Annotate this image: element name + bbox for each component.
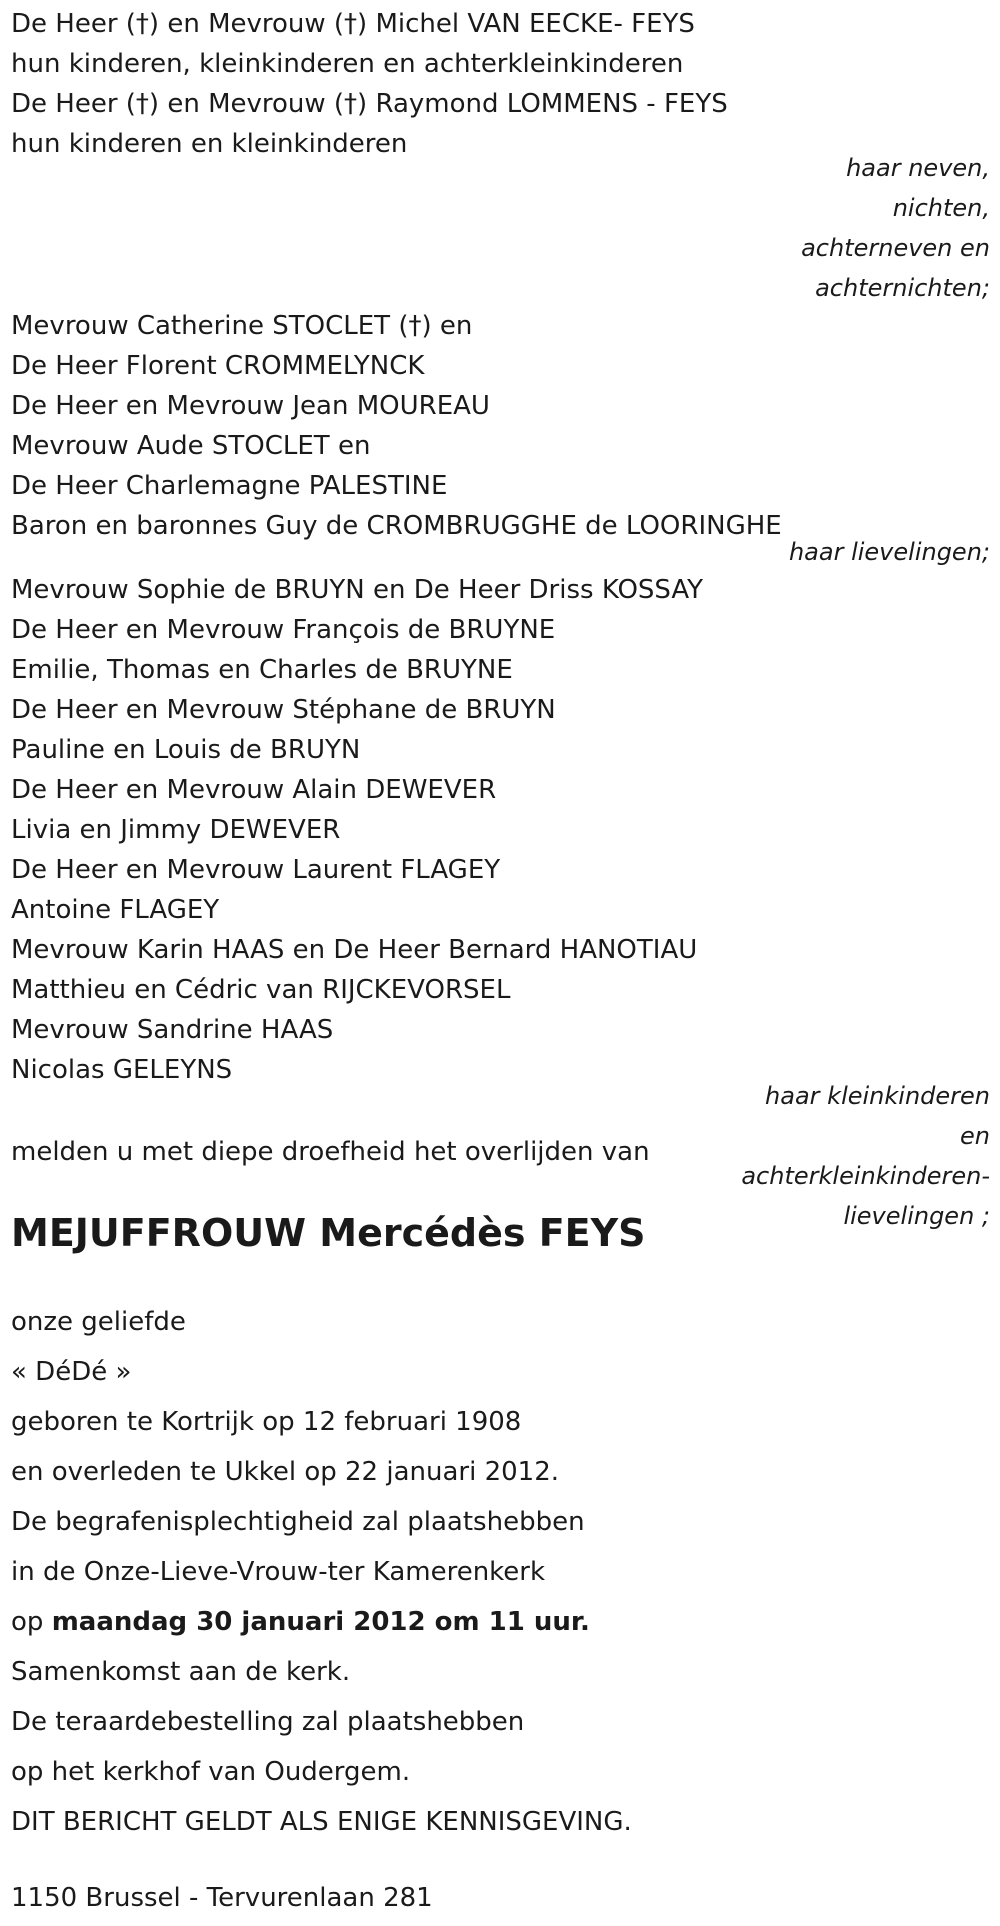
death-line: en overleden te Ukkel op 22 januari 2012. xyxy=(11,1457,560,1487)
kleinkind-line: Nicolas GELEYNS xyxy=(11,1055,233,1085)
cemetery-line: op het kerkhof van Oudergem. xyxy=(11,1757,411,1787)
kleinkind-line: Matthieu en Cédric van RIJCKEVORSEL xyxy=(11,975,511,1005)
notice-statement: DIT BERICHT GELDT ALS ENIGE KENNISGEVING. xyxy=(11,1807,632,1837)
relation-label-line: achterneven en xyxy=(801,234,990,262)
relation-label-line: haar lievelingen; xyxy=(788,538,990,566)
relation-label-neven xyxy=(690,148,990,308)
announcement-line: melden u met diepe droefheid het overlijden van xyxy=(11,1137,650,1167)
ceremony-date-line xyxy=(11,1606,590,1638)
lieveling-line: Mevrouw Catherine STOCLET (†) en xyxy=(11,311,473,341)
kleinkind-line: De Heer en Mevrouw François de BRUYNE xyxy=(11,615,556,645)
family-line: De Heer (†) en Mevrouw (†) Raymond LOMMENS - FEYS xyxy=(11,89,728,119)
kleinkind-line: Mevrouw Sandrine HAAS xyxy=(11,1015,334,1045)
kleinkind-line: Emilie, Thomas en Charles de BRUYNE xyxy=(11,655,513,685)
relation-label-line: lievelingen ; xyxy=(843,1202,990,1230)
deceased-name: MEJUFFROUW Mercédès FEYS xyxy=(11,1211,646,1255)
relation-label-kleinkinderen xyxy=(690,1076,990,1236)
lieveling-line: De Heer en Mevrouw Jean MOUREAU xyxy=(11,391,490,421)
relation-label-line: achternichten; xyxy=(815,274,990,302)
address: 1150 Brussel - Tervurenlaan 281 xyxy=(11,1883,433,1913)
relation-label-line: haar kleinkinderen xyxy=(765,1082,990,1110)
kleinkind-line: Mevrouw Sophie de BRUYN en De Heer Driss KOSSAY xyxy=(11,575,704,605)
detail-line: De begrafenisplechtigheid zal plaatshebben xyxy=(11,1507,585,1537)
nickname: « DéDé » xyxy=(11,1357,132,1387)
relation-label-line: haar neven, xyxy=(846,154,990,182)
date-prefix: op xyxy=(11,1607,44,1637)
kleinkind-line: Pauline en Louis de BRUYN xyxy=(11,735,361,765)
relation-label-line: achterkleinkinderen- xyxy=(741,1162,990,1190)
kleinkind-line: De Heer en Mevrouw Stéphane de BRUYN xyxy=(11,695,556,725)
lieveling-line: Baron en baronnes Guy de CROMBRUGGHE de LOORINGHE xyxy=(11,511,782,541)
relation-label-lievelingen xyxy=(690,532,990,572)
kleinkind-line: De Heer en Mevrouw Laurent FLAGEY xyxy=(11,855,501,885)
kleinkind-line: Mevrouw Karin HAAS en De Heer Bernard HANOTIAU xyxy=(11,935,698,965)
kleinkind-line: Antoine FLAGEY xyxy=(11,895,220,925)
lieveling-line: De Heer Florent CROMMELYNCK xyxy=(11,351,425,381)
family-line: hun kinderen, kleinkinderen en achterkleinkinderen xyxy=(11,49,684,79)
birth-line: geboren te Kortrijk op 12 februari 1908 xyxy=(11,1407,522,1437)
detail-line: onze geliefde xyxy=(11,1307,186,1337)
lieveling-line: De Heer Charlemagne PALESTINE xyxy=(11,471,448,501)
relation-label-line: en xyxy=(960,1122,990,1150)
relation-label-line: nichten, xyxy=(892,194,990,222)
detail-line: Samenkomst aan de kerk. xyxy=(11,1657,351,1687)
family-line: hun kinderen en kleinkinderen xyxy=(11,129,408,159)
lieveling-line: Mevrouw Aude STOCLET en xyxy=(11,431,371,461)
church-line: in de Onze-Lieve-Vrouw-ter Kamerenkerk xyxy=(11,1557,546,1587)
family-line: De Heer (†) en Mevrouw (†) Michel VAN EECKE- FEYS xyxy=(11,9,695,39)
kleinkind-line: Livia en Jimmy DEWEVER xyxy=(11,815,341,845)
kleinkind-line: De Heer en Mevrouw Alain DEWEVER xyxy=(11,775,497,805)
ceremony-date: maandag 30 januari 2012 om 11 uur. xyxy=(51,1607,590,1637)
detail-line: De teraardebestelling zal plaatshebben xyxy=(11,1707,525,1737)
